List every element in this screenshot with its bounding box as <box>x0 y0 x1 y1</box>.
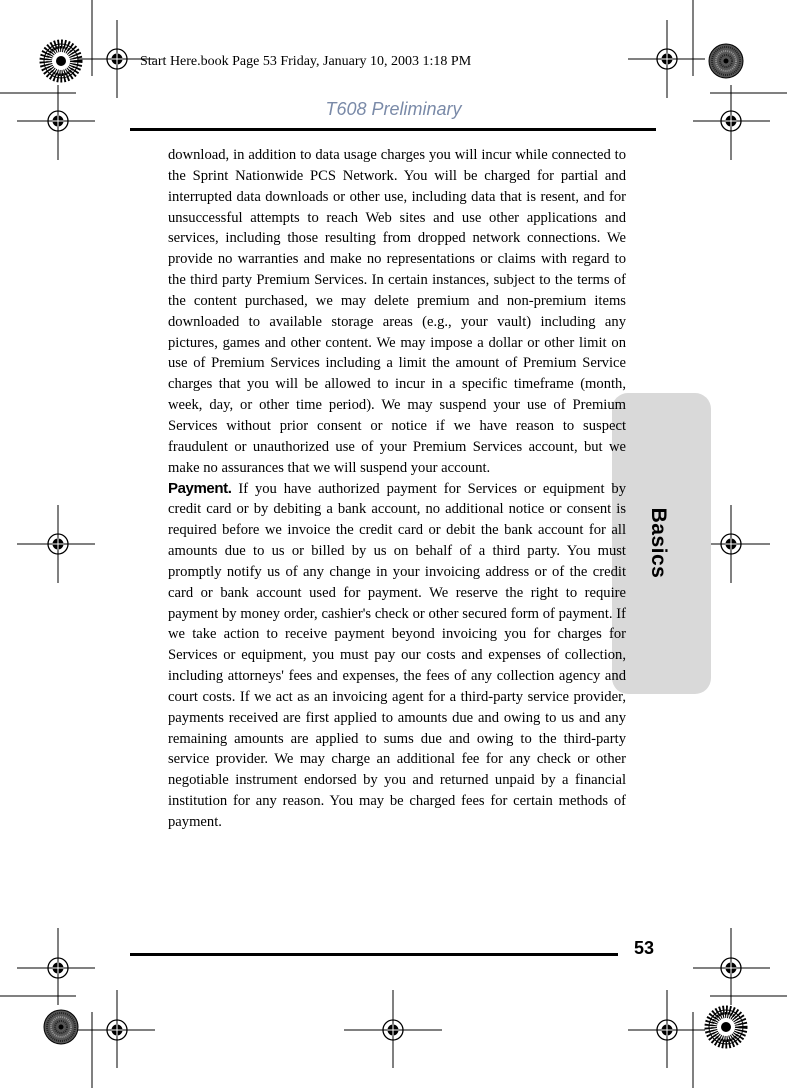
starburst-mark-top-right <box>709 44 743 78</box>
book-slug-line: Start Here.book Page 53 Friday, January 10, 2003 1:18 PM <box>140 54 472 69</box>
body-text <box>168 145 626 833</box>
registration-mark <box>649 1012 685 1048</box>
starburst-mark-bottom-left <box>44 1010 78 1044</box>
starburst-mark-bottom-right <box>709 1010 743 1044</box>
section-tab-label: Basics <box>647 507 670 579</box>
header-rule <box>130 128 656 131</box>
payment-text: If you have authorized payment for Services or equipment by credit card or by debiting a bank account, no additional notice or consent is required before we invoice the credit card or debit the bank account for all amounts due to us or billed by us on behalf of a third party. You must promptly notify us of any change in your invoicing address or of the credit card or bank account used for payment. We reserve the right to require payment by money order, cashier's check or other secured form of payment. If we take action to receive payment beyond invoicing you for charges for Services or equipment, you must pay our costs and expenses of collection, including attorneys' fees and expenses, the fees of any collection agency and court costs. If we act as an invoicing agent for a third-party service provider, payments received are first applied to amounts due and owing to us and any remaining amounts are applied to sums due and owing to the third-party service provider. We may charge an additional fee for any check or other negotiable instrument endorsed by you and returned unpaid by a financial institution for any reason. You may be charged fees for certain methods of payment. <box>168 480 626 830</box>
payment-run-in-heading: Payment. <box>168 479 232 497</box>
starburst-mark-top-left <box>44 44 78 78</box>
page-number: 53 <box>634 938 655 958</box>
paragraph-premium-services: download, in addition to data usage charges you will incur while connected to the Sprint Nationwide PCS Network. You will be charged for partial and interrupted data downloads or other use, including data that is resent, and for unsuccessful attempts to reach Web sites and use other applications and services, including those resulting from dropped network connections. We provide no warranties and make no representations or claims with regard to the third party Premium Services. In certain instances, subject to the terms of the content purchased, we may delete premium and non-premium items downloaded to available storage areas (e.g., your vault) including any pictures, games and other content. We may impose a dollar or other limit on use of Premium Services including a limit the amount of Premium Service charges that you will be allowed to incur in a specific timeframe (month, week, day, or other time period). We may suspend your use of Premium Services without prior consent or notice if we have reason to suspect fraudulent or unauthorized use of your Premium Services account, but we make no assurances that we will suspend your account. <box>168 147 626 476</box>
registration-mark <box>40 950 76 986</box>
paragraph-payment <box>168 479 626 833</box>
running-header: T608 Preliminary <box>325 99 462 119</box>
registration-mark <box>99 41 135 77</box>
registration-mark <box>375 1012 411 1048</box>
registration-mark <box>40 526 76 562</box>
registration-mark <box>649 41 685 77</box>
footer-rule <box>130 953 618 956</box>
registration-mark <box>99 1012 135 1048</box>
registration-mark <box>713 950 749 986</box>
registration-mark <box>713 526 749 562</box>
